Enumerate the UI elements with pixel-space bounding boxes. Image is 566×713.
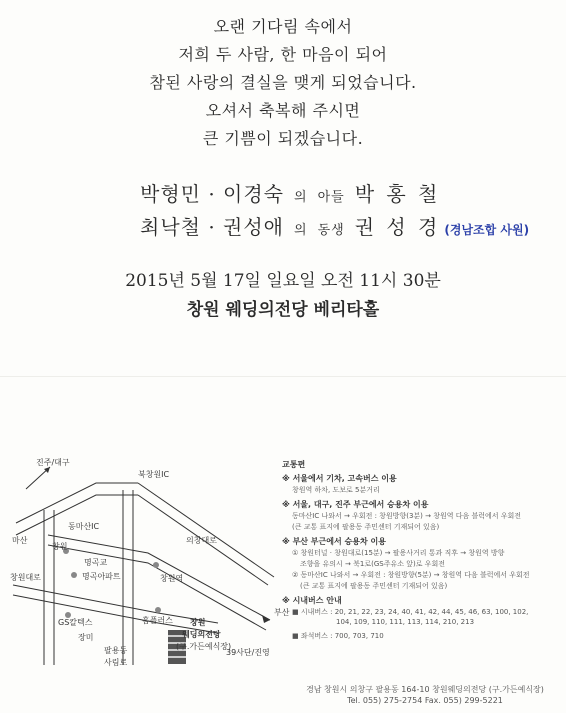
map-label-jangmi: 장미 [78, 633, 94, 642]
groom-parents: 박형민 · 이경숙 [140, 182, 284, 206]
bride-note: (경남조합 사원) [444, 223, 530, 237]
info-line: (큰 교통 표지에 팔용동 주민센터 기재되어 있음) [292, 523, 440, 531]
info-line: ② 동마산IC 나와서 → 우회전 : 창원방향(5분) → 창원역 다음 블럭에서 우회전 [292, 571, 530, 579]
map-label-masan: 마산 [12, 536, 28, 545]
location-map [8, 455, 290, 685]
map-label-jinju: 진주/대구 [36, 458, 70, 467]
map-label-route39: 39사단/진영 [226, 648, 270, 657]
groom-relation: 아들 [317, 190, 345, 205]
groom-name: 박 홍 철 [354, 182, 441, 206]
map-label-bukchangwon: 북창원IC [138, 470, 170, 479]
groom-line [140, 178, 440, 207]
wedding-date: 2015년 5월 17일 일요일 오전 11시 30분 [125, 271, 441, 291]
info-line: ① 창원터널 · 창원대로(15분) → 팔용사거리 통과 직후 → 창원역 방향 [292, 549, 505, 557]
poem-line: 참된 사랑의 결실을 맺게 되었습니다. [149, 73, 417, 92]
bride-relation: 동생 [317, 223, 345, 238]
map-label-changwon-daero: 창원대로 [10, 573, 41, 582]
map-label-sarim: 사림로 [104, 658, 128, 667]
fold-line [0, 376, 566, 377]
marker-mall [155, 607, 161, 613]
road-highway [16, 483, 138, 523]
map-label-venue3: (구.가든예식장) [176, 642, 232, 651]
info-line: (큰 교통 표지에 팔용동 주민센터 기재되어 있음) [300, 582, 448, 590]
map-label-eastro: 의창대로 [186, 536, 217, 545]
info-line: 창원역 하차, 도보로 5분거리 [292, 486, 380, 494]
wedding-venue: 창원 웨딩의전당 베리타홀 [186, 300, 380, 320]
map-label-mall: 홈플러스 [142, 616, 173, 625]
poem-line: 오셔서 축복해 주시면 [205, 101, 361, 120]
footer-address: 경남 창원시 의창구 팔용동 164-10 창원웨딩의전당 (구.가든예식장) [306, 685, 544, 694]
bride-ui: 의 [294, 223, 308, 238]
info-line: 104, 109, 110, 111, 113, 114, 210, 213 [336, 618, 475, 626]
poem-line: 큰 기쁨이 되겠습니다. [202, 129, 364, 148]
info-line: ※ 서울에서 기차, 고속버스 이용 [282, 474, 397, 483]
bride-line [140, 211, 529, 240]
map-label-changwon: 창원 [52, 542, 68, 551]
info-line: ※ 서울, 대구, 진주 부근에서 승용차 이용 [282, 500, 429, 509]
poem-line: 오랜 기다림 속에서 [213, 17, 353, 36]
map-label-venue2: 웨딩의전당 [182, 630, 221, 639]
info-line: ■ 좌석버스 : 700, 703, 710 [292, 632, 384, 640]
map-label-station: 창원역 [160, 574, 184, 583]
info-line: ※ 시내버스 안내 [282, 596, 342, 605]
road-east-upper [138, 483, 274, 577]
bride-name: 권 성 경 [354, 215, 441, 239]
map-label-dongmasan: 동마산IC [68, 522, 100, 531]
marker-station [153, 562, 159, 568]
map-label-palyong: 팔용동 [104, 646, 128, 655]
map-label-venue1: 창원 [190, 618, 206, 627]
marker-apt [71, 572, 77, 578]
info-line: ■ 시내버스 : 20, 21, 22, 23, 24, 40, 41, 42, 44, 45, 46, 63, 100, 102, [292, 608, 529, 616]
groom-ui: 의 [294, 190, 308, 205]
info-line: 조향을 유의시 → 북1로(GS주유소 앞)로 우회전 [300, 560, 445, 568]
info-line: ※ 부산 부근에서 승용차 이용 [282, 537, 386, 546]
info-line: 동마산IC 나와서 → 우회전 : 창원방향(3분) → 창원역 다음 블럭에서 우회전 [292, 512, 522, 520]
map-label-myeonggok: 명곡교 [84, 558, 108, 567]
map-label-gs: GS칼텍스 [58, 618, 93, 627]
info-title: 교통편 [282, 460, 306, 469]
map-label-apt: 명곡아파트 [82, 572, 121, 581]
map-label-busan: 부산 [274, 608, 290, 617]
poem-line: 저희 두 사람, 한 마음이 되어 [178, 45, 388, 64]
bride-parents: 최낙철 · 권성애 [140, 215, 284, 239]
footer-contact: Tel. 055) 275-2754 Fax. 055) 299-5221 [347, 696, 503, 705]
